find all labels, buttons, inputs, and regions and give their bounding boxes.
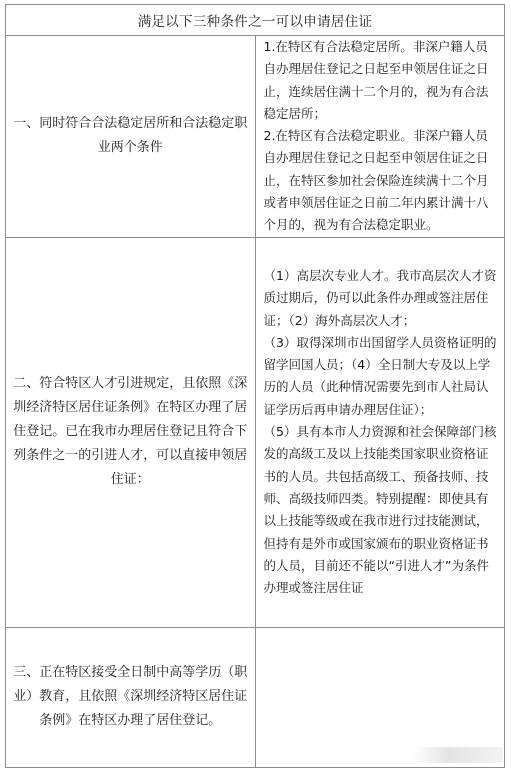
detail-paragraph: （3）取得深圳市出国留学人员资格证明的留学回国人员；（4）全日制大专及以上学历的人员（此种情况需要先到市人社局认证学历后再申请办理居住证）； (263, 334, 497, 417)
condition-cell: 三、正在特区接受全日制中高等学历（职业）教育，且依照《深圳经济特区居住证条例》在特区办理了居住登记。 (6, 627, 256, 767)
table-title: 满足以下三种条件之一可以申请居住证 (6, 5, 505, 36)
detail-paragraph: （5）具有本市人力资源和社会保障部门核发的高级工及以上技能类国家职业资格证书的人员。共包括高级工、预备技师、技师、高级技师四类。特别提醒：即使具有以上技能等级或在我市进行过技能测试，但持有是外市或国家颁布的职业资格证书的人员，目前还不能以“引进人才”为条件办理或签注居住证 (263, 424, 497, 596)
table-row (6, 237, 505, 627)
table-row (6, 36, 505, 238)
detail-paragraph: 2.在特区有合法稳定职业。非深户籍人员自办理居住登记之日起至申领居住证之日止，在特区参加社会保险连续满十二个月或者申领居住证之日前二年内累计满十八个月的，视为有合法稳定职业。 (263, 128, 489, 233)
detail-paragraph: 1.在特区有合法稳定居所。非深户籍人员自办理居住登记之日起至申领居住证之日止，连续居住满十二个月的，视为有合法稳定居所； (263, 39, 489, 121)
details-cell (255, 237, 505, 627)
conditions-table (5, 4, 505, 768)
condition-cell: 一、同时符合合法稳定居所和合法稳定职业两个条件 (6, 36, 256, 238)
table-header-row (6, 5, 505, 36)
watermark-blur (413, 747, 503, 763)
condition-cell: 二、符合特区人才引进规定，且依照《深圳经济特区居住证条例》在特区办理了居住登记。已在我市办理居住登记且符合下列条件之一的引进人才，可以直接申领居住证： (6, 237, 256, 627)
details-cell (255, 36, 505, 238)
detail-paragraph: （1）高层次专业人才。我市高层次人才资质过期后，仍可以此条件办理或签注居住证；（2）海外高层次人才； (263, 267, 497, 328)
